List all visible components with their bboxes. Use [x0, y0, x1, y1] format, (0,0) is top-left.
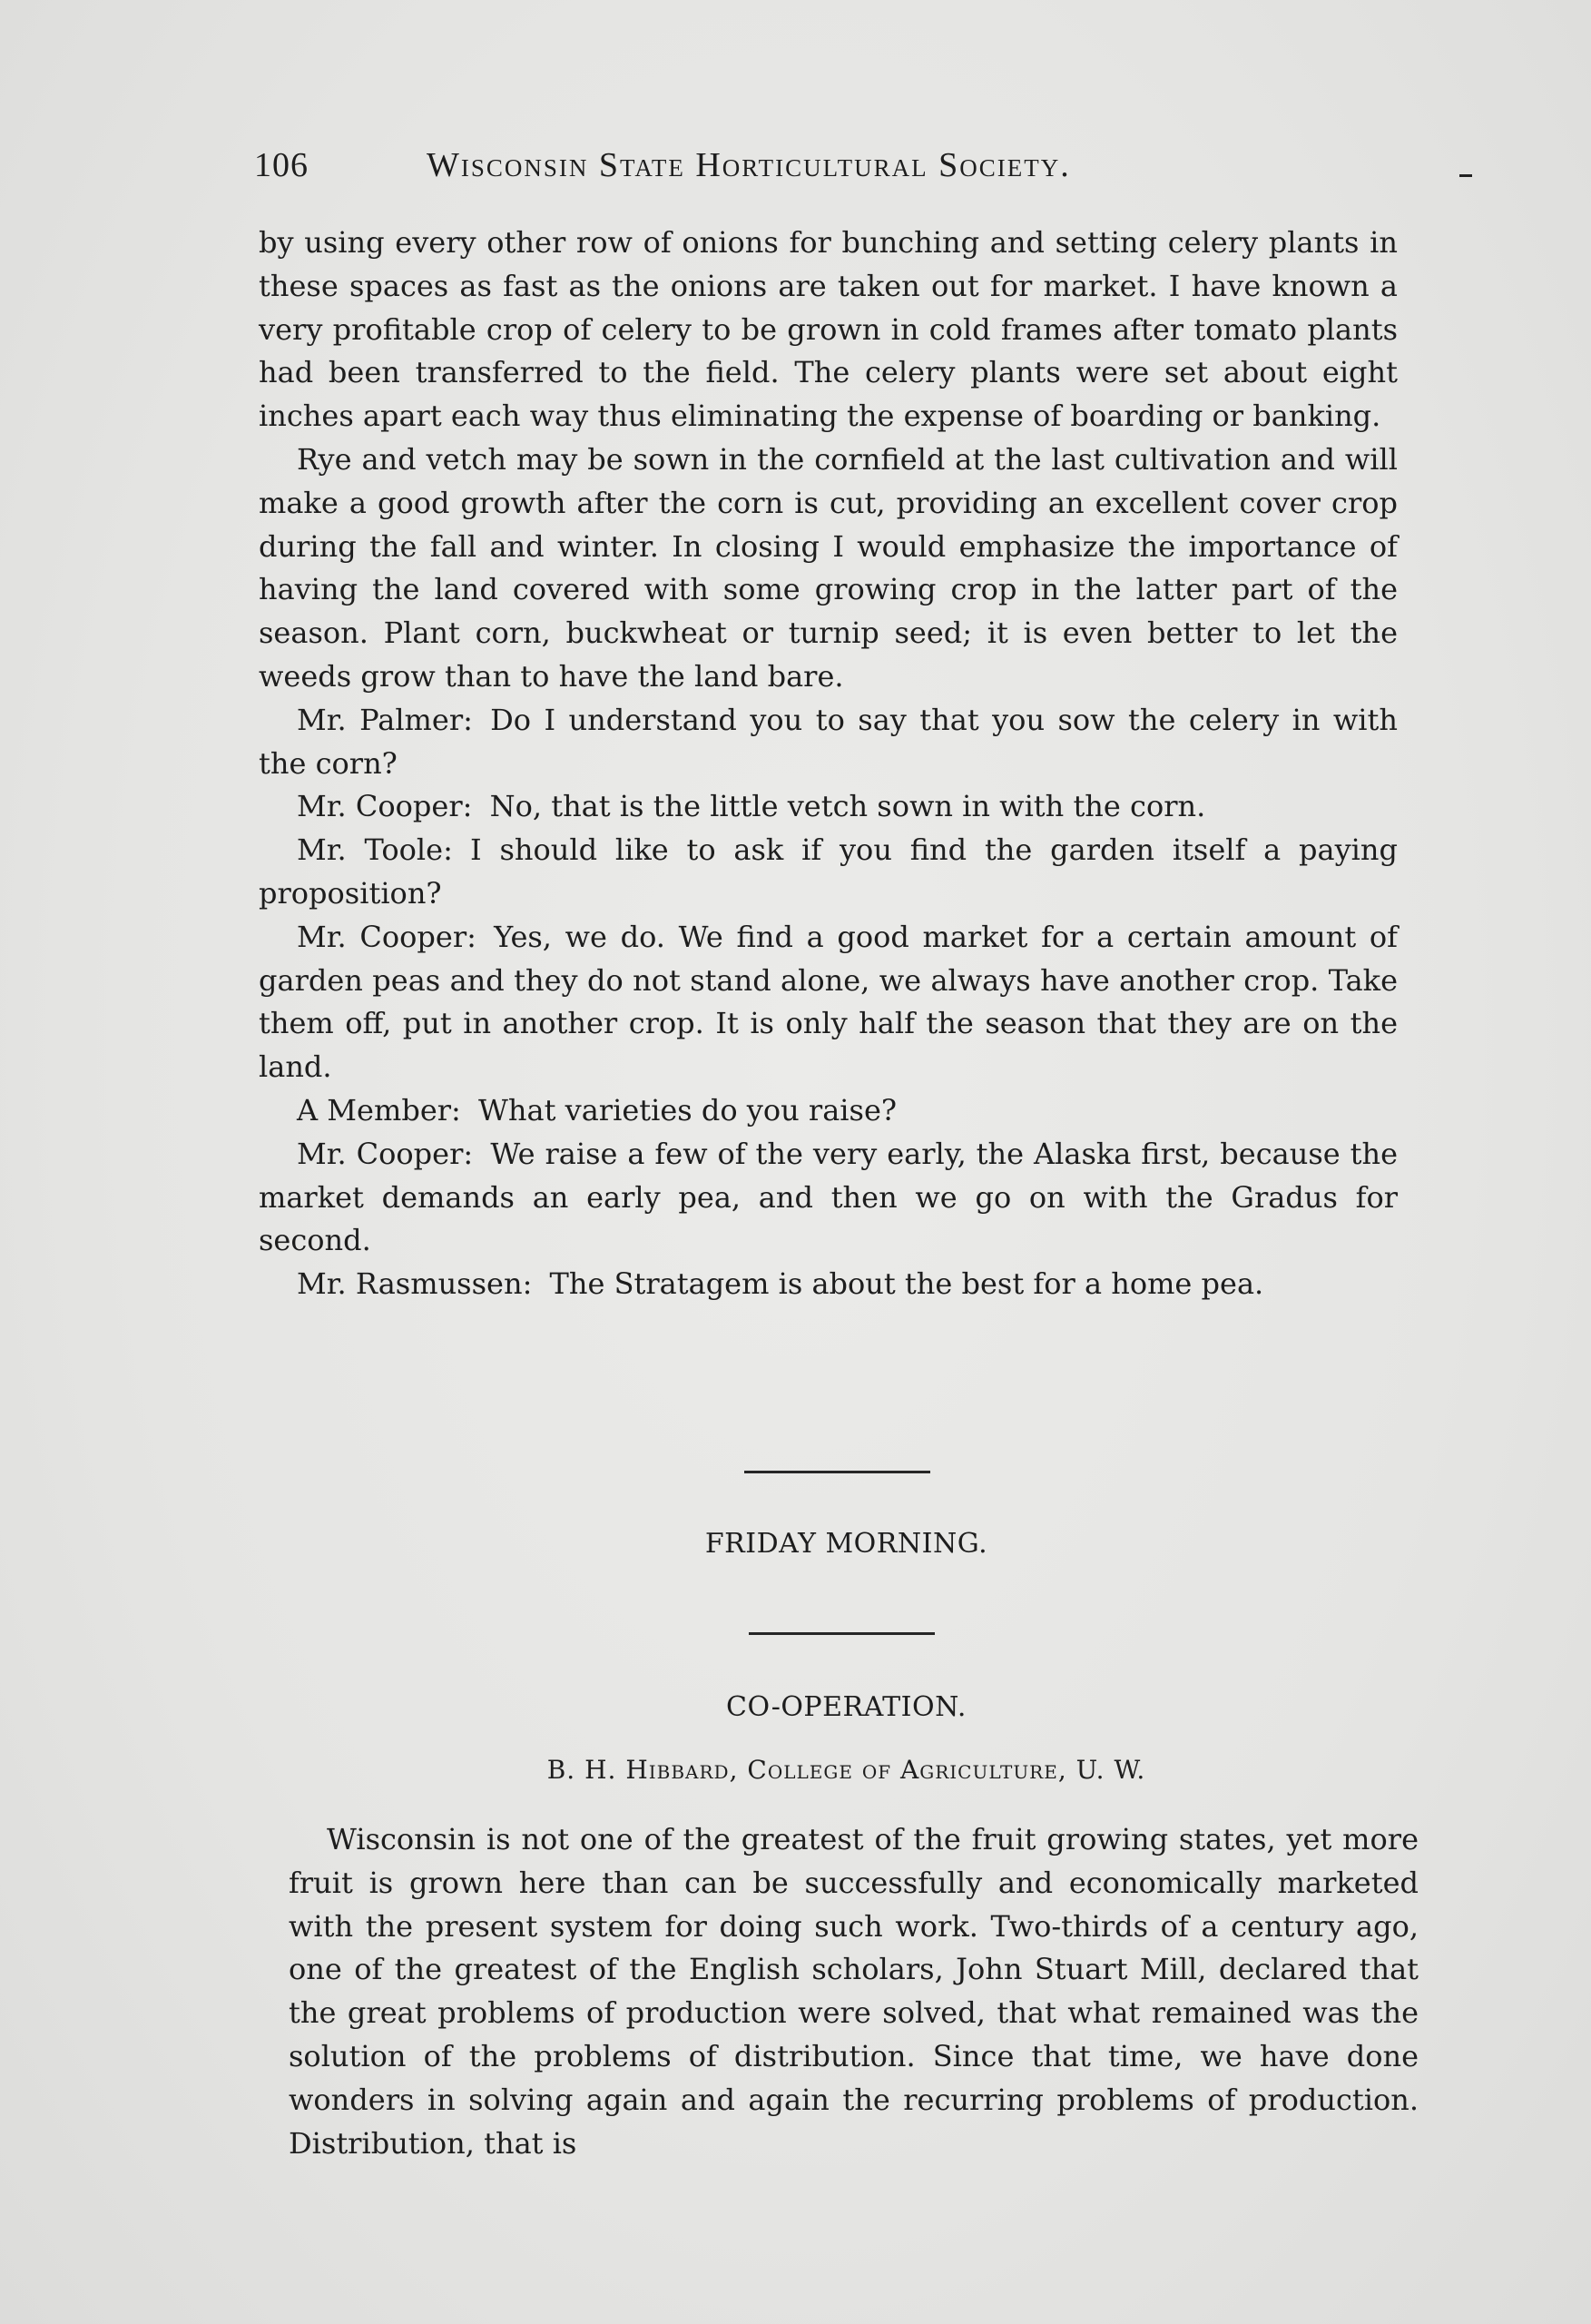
dialogue-line — [259, 699, 1398, 786]
byline-author: B. H. Hibbard, — [546, 1755, 739, 1785]
section-divider-rule — [749, 1632, 935, 1635]
running-title: Wisconsin State Horticultural Society. — [427, 146, 1071, 184]
dialogue-text: The Stratagem is about the best for a home pea. — [549, 1266, 1264, 1302]
section-heading: FRIDAY MORNING. — [704, 1528, 988, 1560]
dialogue-line — [259, 916, 1398, 1089]
speaker-name: Mr. Cooper: — [297, 919, 476, 954]
speaker-name: Mr. Toole: — [297, 832, 453, 868]
margin-mark — [1459, 174, 1472, 177]
main-text-block — [259, 222, 1398, 1306]
dialogue-text: We raise a few of the very early, the Alaska first, because the market demands an early pea, and then we go on with the Gradus for second. — [259, 1136, 1399, 1258]
dialogue-line — [259, 785, 1398, 829]
page-header — [254, 145, 1216, 200]
article-paragraph: Wisconsin is not one of the greatest of the fruit growing states, yet more fruit is grown here than can be successfully and economically marketed with the present system for doing such work. Two-thirds of a century ago, one of the greatest of the English scholars, John Stuart Mill, declared that the great problems of production were solved, that what remained was the solution of the problems of distribution. Since that time, we have done wonders in solving again and again the recurring problems of production. Distribution, that is — [289, 1822, 1419, 2161]
byline-affiliation: College of Agriculture, U. W. — [747, 1755, 1146, 1785]
speaker-name: Mr. Cooper: — [297, 1136, 474, 1171]
dialogue-text: No, that is the little vetch sown in with the corn. — [489, 789, 1206, 824]
section-divider-rule — [744, 1471, 930, 1473]
dialogue-line — [259, 1089, 1398, 1133]
dialogue-text: Yes, we do. We find a good market for a certain amount of garden peas and they do not stand alone, we always have another crop. Take them off, put in another crop. It is only half the season that they are on the land. — [259, 919, 1399, 1085]
paragraph-rye-and-vetch: Rye and vetch may be sown in the cornfield at the last cultivation and will make a good growth after the corn is cut, providing an excellent cover crop during the fall and winter. In closing I would emphasize the importance of having the land covered with some growing crop in the latter part of the season. Plant corn, buckwheat or turnip seed; it is even better to let the weeds grow than to have the land bare. — [259, 441, 1398, 694]
page-number: 106 — [254, 146, 309, 184]
speaker-name: A Member: — [297, 1092, 461, 1128]
dialogue-line — [259, 829, 1398, 916]
speaker-name: Mr. Palmer: — [297, 702, 473, 737]
dialogue-text: What varieties do you raise? — [478, 1092, 898, 1128]
dialogue-text: Do I understand you to say that you sow the celery in with the corn? — [259, 702, 1399, 781]
article-title: CO-OPERATION. — [726, 1691, 967, 1723]
paragraph-continuation: by using every other row of onions for bunching and setting celery plants in these spaces as fast as the onions are taken out for market. I have known a very profitable crop of celery to be grown in cold frames after tomato plants had been transferred to the field. The celery plants were set about eight inches apart each way thus eliminating the expense of boarding or banking. — [259, 225, 1398, 434]
speaker-name: Mr. Cooper: — [297, 789, 473, 824]
dialogue-text: I should like to ask if you find the garden itself a paying proposition? — [259, 832, 1399, 911]
article-byline — [259, 1755, 1434, 1785]
dialogue-line — [259, 1133, 1398, 1263]
speaker-name: Mr. Rasmussen: — [297, 1266, 533, 1302]
article-text-block — [289, 1818, 1419, 2165]
dialogue-line — [259, 1263, 1398, 1306]
